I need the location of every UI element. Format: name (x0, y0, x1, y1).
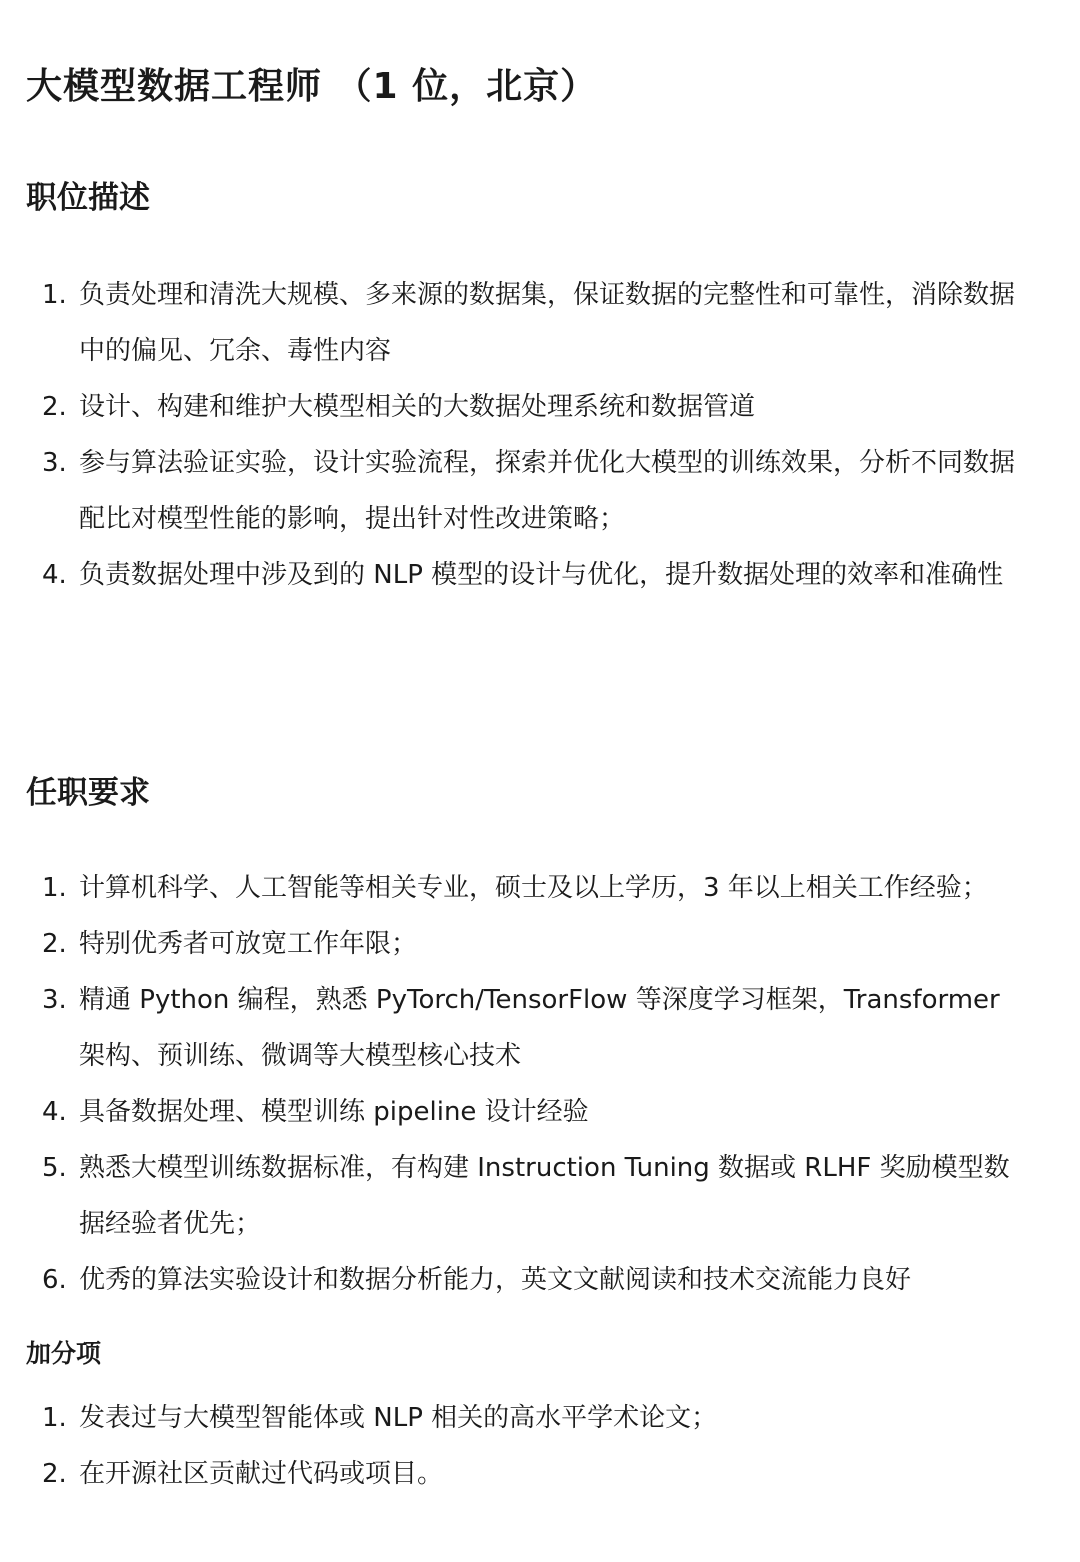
list-item-text: 计算机科学、人工智能等相关专业，硕士及以上学历，3 年以上相关工作经验； (79, 873, 988, 903)
list-item-text: 具备数据处理、模型训练 pipeline 设计经验 (79, 1097, 589, 1127)
list-item-text: 参与算法验证实验，设计实验流程，探索并优化大模型的训练效果，分析不同数据配比对模型性能的影响，提出针对性改进策略； (79, 448, 1016, 534)
list-item (0, 972, 1040, 1084)
list-item-text: 特别优秀者可放宽工作年限； (79, 929, 418, 959)
list-item-text: 负责数据处理中涉及到的 NLP 模型的设计与优化，提升数据处理的效率和准确性 (79, 560, 1004, 590)
list-item-number: 2. (42, 392, 67, 422)
section-heading-bonus: 加分项 (26, 1339, 102, 1368)
list-item-number: 3. (42, 448, 67, 478)
section-heading-responsibilities: 职位描述 (26, 180, 150, 216)
list-item (0, 379, 1040, 435)
list-item-number: 4. (42, 1097, 67, 1127)
list-item-text: 熟悉大模型训练数据标准，有构建 Instruction Tuning 数据或 RLHF 奖励模型数据经验者优先； (79, 1153, 1010, 1239)
list-item-text: 负责处理和清洗大规模、多来源的数据集，保证数据的完整性和可靠性，消除数据中的偏见、冗余、毒性内容 (79, 280, 1016, 366)
list-item-text: 在开源社区贡献过代码或项目。 (79, 1459, 444, 1489)
list-item-text: 发表过与大模型智能体或 NLP 相关的高水平学术论文； (79, 1403, 718, 1433)
list-item-text: 优秀的算法实验设计和数据分析能力，英文文献阅读和技术交流能力良好 (79, 1265, 912, 1295)
responsibilities-list (0, 267, 1040, 603)
list-item-number: 5. (42, 1153, 67, 1183)
list-item (0, 1084, 1040, 1140)
list-item-number: 4. (42, 560, 67, 590)
bonus-list (0, 1390, 1040, 1502)
page-title: 大模型数据工程师 （1 位，北京） (26, 66, 598, 107)
list-item-number: 6. (42, 1265, 67, 1295)
list-item-text: 精通 Python 编程，熟悉 PyTorch/TensorFlow 等深度学习框架，Transformer 架构、预训练、微调等大模型核心技术 (79, 985, 1000, 1071)
list-item-number: 1. (42, 873, 67, 903)
list-item (0, 435, 1040, 547)
list-item (0, 1140, 1040, 1252)
list-item (0, 1446, 1040, 1502)
list-item (0, 860, 1040, 916)
list-item (0, 916, 1040, 972)
list-item-number: 1. (42, 280, 67, 310)
list-item (0, 1252, 1040, 1308)
section-heading-requirements: 任职要求 (26, 775, 150, 811)
list-item (0, 267, 1040, 379)
list-item-number: 2. (42, 1459, 67, 1489)
list-item-text: 设计、构建和维护大模型相关的大数据处理系统和数据管道 (79, 392, 756, 422)
requirements-list (0, 860, 1040, 1308)
list-item-number: 1. (42, 1403, 67, 1433)
list-item (0, 547, 1040, 603)
list-item-number: 3. (42, 985, 67, 1015)
list-item-number: 2. (42, 929, 67, 959)
list-item (0, 1390, 1040, 1446)
